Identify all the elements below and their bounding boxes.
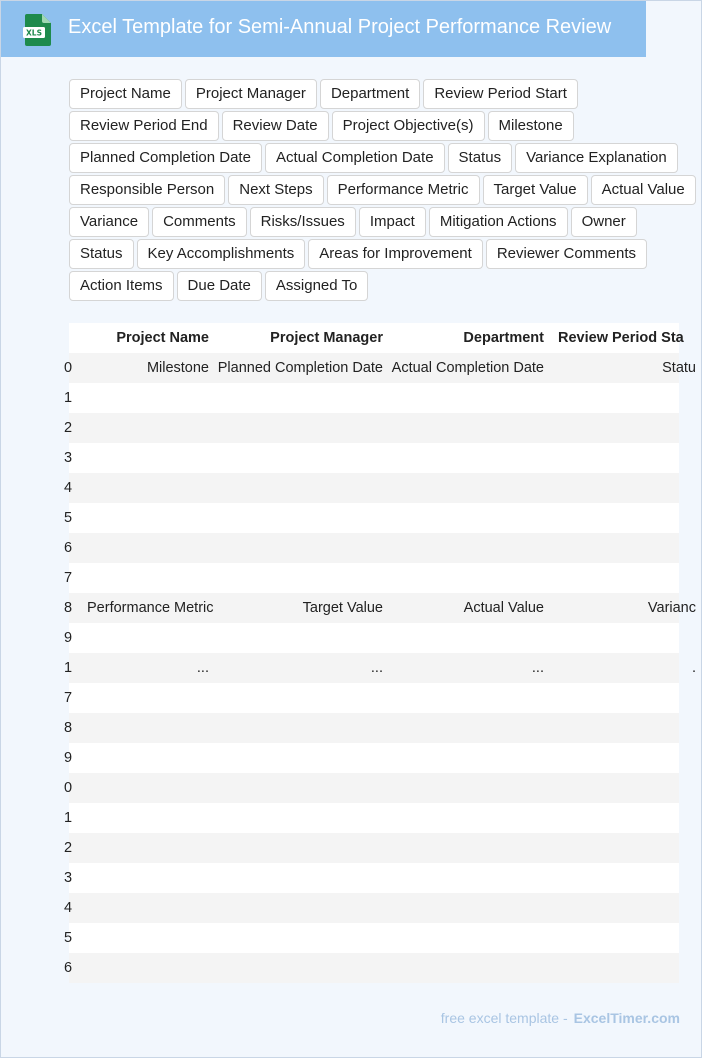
column-tag[interactable]: Areas for Improvement: [308, 239, 483, 269]
column-tag[interactable]: Actual Completion Date: [265, 143, 445, 173]
column-tag[interactable]: Status: [448, 143, 513, 173]
row-number: 0: [64, 360, 73, 376]
table-cell: Actual Value: [463, 600, 544, 616]
row-number: 4: [64, 900, 73, 916]
table-cell: ...: [531, 660, 544, 676]
title-banner: [1, 1, 646, 57]
table-cell: .: [691, 660, 696, 676]
table-row: [64, 473, 679, 503]
table-cell: Actual Completion Date: [391, 360, 544, 376]
table-row: [64, 533, 679, 563]
column-tag[interactable]: Key Accomplishments: [137, 239, 306, 269]
column-tag[interactable]: Assigned To: [265, 271, 368, 301]
table-cell: Performance Metric: [87, 600, 214, 616]
page-title: Excel Template for Semi-Annual Project Performance Review: [68, 16, 612, 38]
row-number: 1: [64, 390, 73, 406]
column-tag[interactable]: Action Items: [69, 271, 174, 301]
column-tag[interactable]: Comments: [152, 207, 247, 237]
table-row: [64, 893, 679, 923]
table-cell: Planned Completion Date: [217, 360, 383, 376]
table-row: [64, 923, 679, 953]
table-row: [64, 743, 679, 773]
row-number: 9: [64, 750, 73, 766]
row-number: 1: [64, 660, 73, 676]
row-number: 6: [64, 960, 73, 976]
table-cell: Target Value: [302, 600, 383, 616]
header-cell: Project Name: [116, 330, 209, 346]
column-tag[interactable]: Mitigation Actions: [429, 207, 568, 237]
row-number: 6: [64, 540, 73, 556]
row-number: 2: [64, 420, 73, 436]
table-row: [64, 413, 679, 443]
row-number: 7: [64, 570, 73, 586]
table-cell: ...: [370, 660, 383, 676]
table-row: [64, 803, 679, 833]
table-cell: ...: [196, 660, 209, 676]
table-cell: Milestone: [146, 360, 209, 376]
table-row: [64, 503, 679, 533]
footer-text: free excel template -: [440, 1010, 568, 1026]
row-number: 5: [64, 510, 73, 526]
column-tag[interactable]: Project Objective(s): [332, 111, 485, 141]
column-tag[interactable]: Department: [320, 79, 420, 109]
column-tag[interactable]: Due Date: [177, 271, 262, 301]
row-number: 8: [64, 600, 73, 616]
footer-brand-link[interactable]: ExcelTimer.com: [573, 1010, 680, 1026]
table-cell: Statu: [662, 360, 696, 376]
column-tag[interactable]: Planned Completion Date: [69, 143, 262, 173]
footer: [441, 1010, 680, 1026]
header-cell: Department: [463, 330, 544, 346]
table-row: [64, 833, 679, 863]
table-row: [64, 683, 679, 713]
table-row: [64, 773, 679, 803]
column-tag[interactable]: Review Date: [222, 111, 329, 141]
spreadsheet-preview: [64, 323, 696, 983]
column-tag[interactable]: Responsible Person: [69, 175, 225, 205]
table-row: [64, 623, 679, 653]
table-row: [64, 863, 679, 893]
table-row: [64, 443, 679, 473]
table-row: [64, 383, 679, 413]
row-number: 4: [64, 480, 73, 496]
row-number: 1: [64, 810, 73, 826]
column-tag[interactable]: Performance Metric: [327, 175, 480, 205]
header-cell: Review Period Sta: [558, 330, 684, 346]
column-tag[interactable]: Impact: [359, 207, 426, 237]
row-number: 0: [64, 780, 73, 796]
header-cell: Project Manager: [270, 330, 383, 346]
column-tag[interactable]: Variance: [69, 207, 149, 237]
column-tag[interactable]: Actual Value: [591, 175, 696, 205]
row-number: 5: [64, 930, 73, 946]
table-row: [64, 953, 679, 983]
column-tag[interactable]: Variance Explanation: [515, 143, 678, 173]
row-number: 9: [64, 630, 73, 646]
row-number: 3: [64, 450, 73, 466]
column-tag[interactable]: Owner: [571, 207, 637, 237]
column-tag[interactable]: Milestone: [488, 111, 574, 141]
table-cell: Varianc: [647, 600, 696, 616]
column-tag[interactable]: Reviewer Comments: [486, 239, 647, 269]
column-tag[interactable]: Status: [69, 239, 134, 269]
column-tags: [69, 79, 699, 303]
row-number: 7: [64, 690, 73, 706]
svg-text:XLS: XLS: [26, 28, 42, 38]
column-tag[interactable]: Project Name: [69, 79, 182, 109]
column-tag[interactable]: Review Period Start: [423, 79, 578, 109]
column-tag[interactable]: Project Manager: [185, 79, 317, 109]
row-number: 8: [64, 720, 73, 736]
row-number: 2: [64, 840, 73, 856]
table-row: [69, 323, 684, 353]
column-tag[interactable]: Risks/Issues: [250, 207, 356, 237]
table-row: [64, 653, 696, 683]
column-tag[interactable]: Target Value: [483, 175, 588, 205]
table-row: [64, 563, 679, 593]
table-row: [64, 353, 696, 383]
column-tag[interactable]: Review Period End: [69, 111, 219, 141]
row-number: 3: [64, 870, 73, 886]
table-row: [64, 593, 696, 623]
column-tag[interactable]: Next Steps: [228, 175, 323, 205]
table-row: [64, 713, 679, 743]
excel-file-icon: [23, 14, 51, 46]
